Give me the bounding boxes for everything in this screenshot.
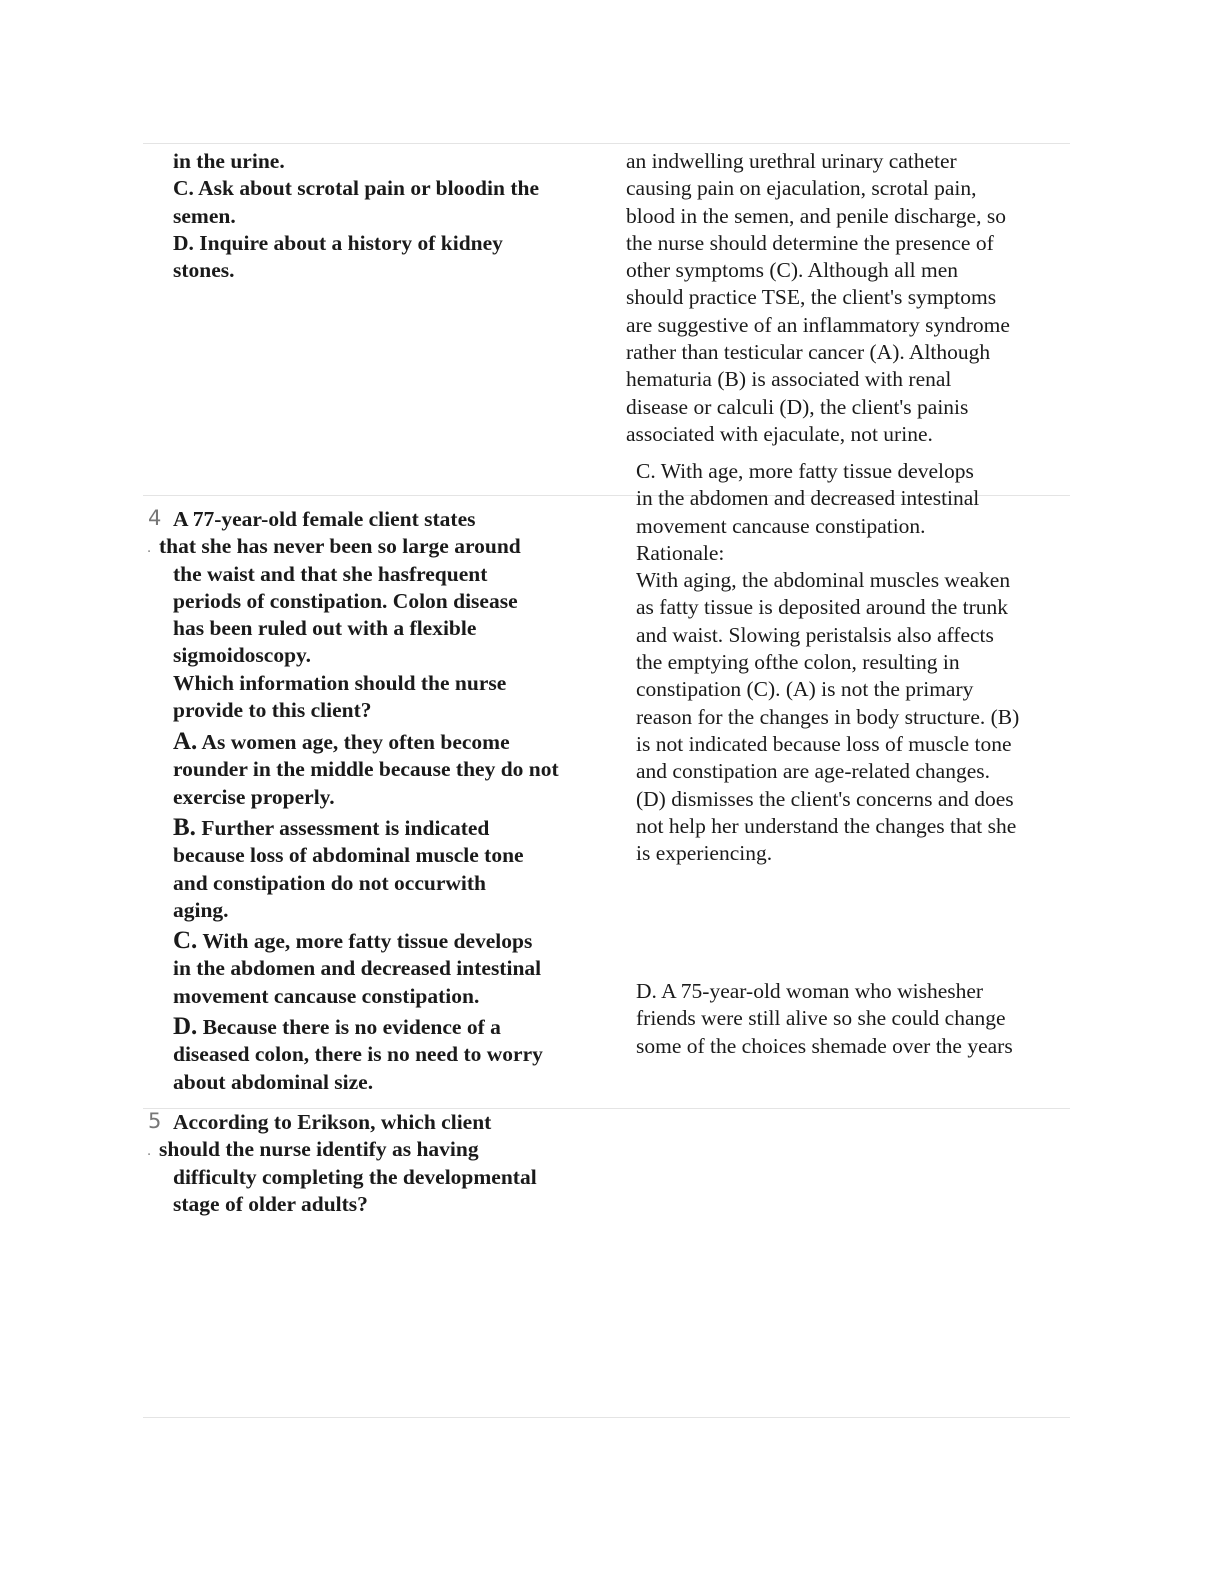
answer-4-line: as fatty tissue is deposited around the trunk [636, 595, 1008, 620]
table-rule-bottom [143, 1417, 1070, 1418]
question-5-stem-line: stage of older adults? [173, 1191, 368, 1216]
answer-4-line: movement cancause constipation. [636, 513, 926, 538]
prev-question-option-c: C. Ask about scrotal pain or bloodin the [173, 176, 539, 201]
option-a-text: rounder in the middle because they do not [173, 757, 559, 782]
question-4-option-b [173, 814, 524, 924]
question-5-stem [159, 1109, 537, 1218]
answer-5 [636, 978, 1013, 1060]
prev-question-option-d: D. Inquire about a history of kidney [173, 230, 503, 255]
option-a-text: As women age, they often become [201, 730, 510, 754]
option-b-text: Further assessment is indicated [201, 816, 490, 840]
answer-5-line: friends were still alive so she could change [636, 1006, 1006, 1031]
question-4-stem-line: periods of constipation. Colon disease [173, 588, 518, 613]
option-c-text: in the abdomen and decreased intestinal [173, 956, 542, 981]
rationale-line: disease or calculi (D), the client's painis [626, 394, 969, 419]
question-4-stem-line: provide to this client? [173, 698, 372, 723]
answer-4-rationale-label: Rationale: [636, 540, 725, 565]
table-rule-top [143, 143, 1070, 144]
answer-4-line: is experiencing. [636, 841, 773, 866]
answer-5-line: D. A 75-year-old woman who wishesher [636, 979, 984, 1003]
answer-4-line: the emptying ofthe colon, resulting in [636, 650, 960, 675]
question-4-stem-line: that she has never been so large around [159, 534, 521, 559]
option-d-text: diseased colon, there is no need to worry [173, 1042, 543, 1067]
answer-4-line: is not indicated because loss of muscle tone [636, 731, 1012, 756]
question-4-stem-line: A 77-year-old female client states [173, 507, 476, 531]
prev-question-line: semen. [173, 203, 236, 228]
answer-4-rationale [636, 458, 1019, 867]
option-d-text: about abdominal size. [173, 1069, 374, 1094]
prev-question-line: stones. [173, 258, 235, 283]
question-4-option-a [173, 728, 559, 811]
question-4-stem-line: Which information should the nurse [173, 670, 507, 695]
question-4-stem-line: the waist and that she hasfrequent [173, 561, 488, 586]
question-4-option-d [173, 1013, 543, 1096]
rationale-line: the nurse should determine the presence of [626, 230, 994, 255]
answer-4-line: and waist. Slowing peristalsis also affects [636, 622, 994, 647]
option-b-text: aging. [173, 897, 229, 922]
option-d-text: Because there is no evidence of a [202, 1015, 501, 1039]
answer-4-line: in the abdomen and decreased intestinal [636, 486, 980, 511]
answer-4-line: constipation (C). (A) is not the primary [636, 677, 974, 702]
rationale-line: causing pain on ejaculation, scrotal pain, [626, 176, 977, 201]
option-c-text: With age, more fatty tissue develops [202, 929, 533, 953]
option-b-letter: B. [173, 814, 196, 841]
question-4-option-c [173, 927, 541, 1010]
question-5-stem-line: difficulty completing the developmental [173, 1164, 537, 1189]
option-a-text: exercise properly. [173, 784, 335, 809]
question-5-stem-line: According to Erikson, which client [173, 1110, 492, 1134]
prev-answer-rationale [626, 148, 1010, 448]
rationale-line: are suggestive of an inflammatory syndrome [626, 312, 1010, 337]
answer-5-line: some of the choices shemade over the years [636, 1033, 1013, 1058]
option-b-text: and constipation do not occurwith [173, 870, 486, 895]
prev-question-continuation [173, 148, 539, 284]
option-c-text: movement cancause constipation. [173, 983, 480, 1008]
question-5-number-dot: . [147, 1144, 152, 1159]
prev-question-line: in the urine. [173, 149, 285, 173]
answer-4-line: (D) dismisses the client's concerns and does [636, 786, 1014, 811]
question-4-number-dot: . [147, 541, 152, 556]
option-c-letter: C. [173, 927, 198, 954]
answer-4-line: With aging, the abdominal muscles weaken [636, 568, 1011, 593]
rationale-line: hematuria (B) is associated with renal [626, 367, 952, 392]
answer-4-line: reason for the changes in body structure. (B) [636, 704, 1020, 729]
question-4-stem-line: has been ruled out with a flexible [173, 616, 477, 641]
rationale-line: an indwelling urethral urinary catheter [626, 149, 957, 173]
rationale-line: associated with ejaculate, not urine. [626, 421, 933, 446]
option-b-text: because loss of abdominal muscle tone [173, 843, 524, 868]
rationale-line: rather than testicular cancer (A). Although [626, 340, 991, 365]
rationale-line: blood in the semen, and penile discharge, so [626, 203, 1006, 228]
answer-4-line: not help her understand the changes that she [636, 813, 1017, 838]
rationale-line: should practice TSE, the client's symptoms [626, 285, 997, 310]
option-a-letter: A. [173, 728, 198, 755]
rationale-line: other symptoms (C). Although all men [626, 258, 959, 283]
question-5-stem-line: should the nurse identify as having [159, 1137, 479, 1162]
option-d-letter: D. [173, 1013, 198, 1040]
question-4-stem-line: sigmoidoscopy. [173, 643, 311, 668]
answer-4-line: C. With age, more fatty tissue develops [636, 459, 974, 483]
question-4-number: 4 [148, 506, 162, 530]
question-4-stem [159, 506, 521, 724]
answer-4-line: and constipation are age-related changes. [636, 759, 990, 784]
question-5-number: 5 [148, 1109, 162, 1133]
